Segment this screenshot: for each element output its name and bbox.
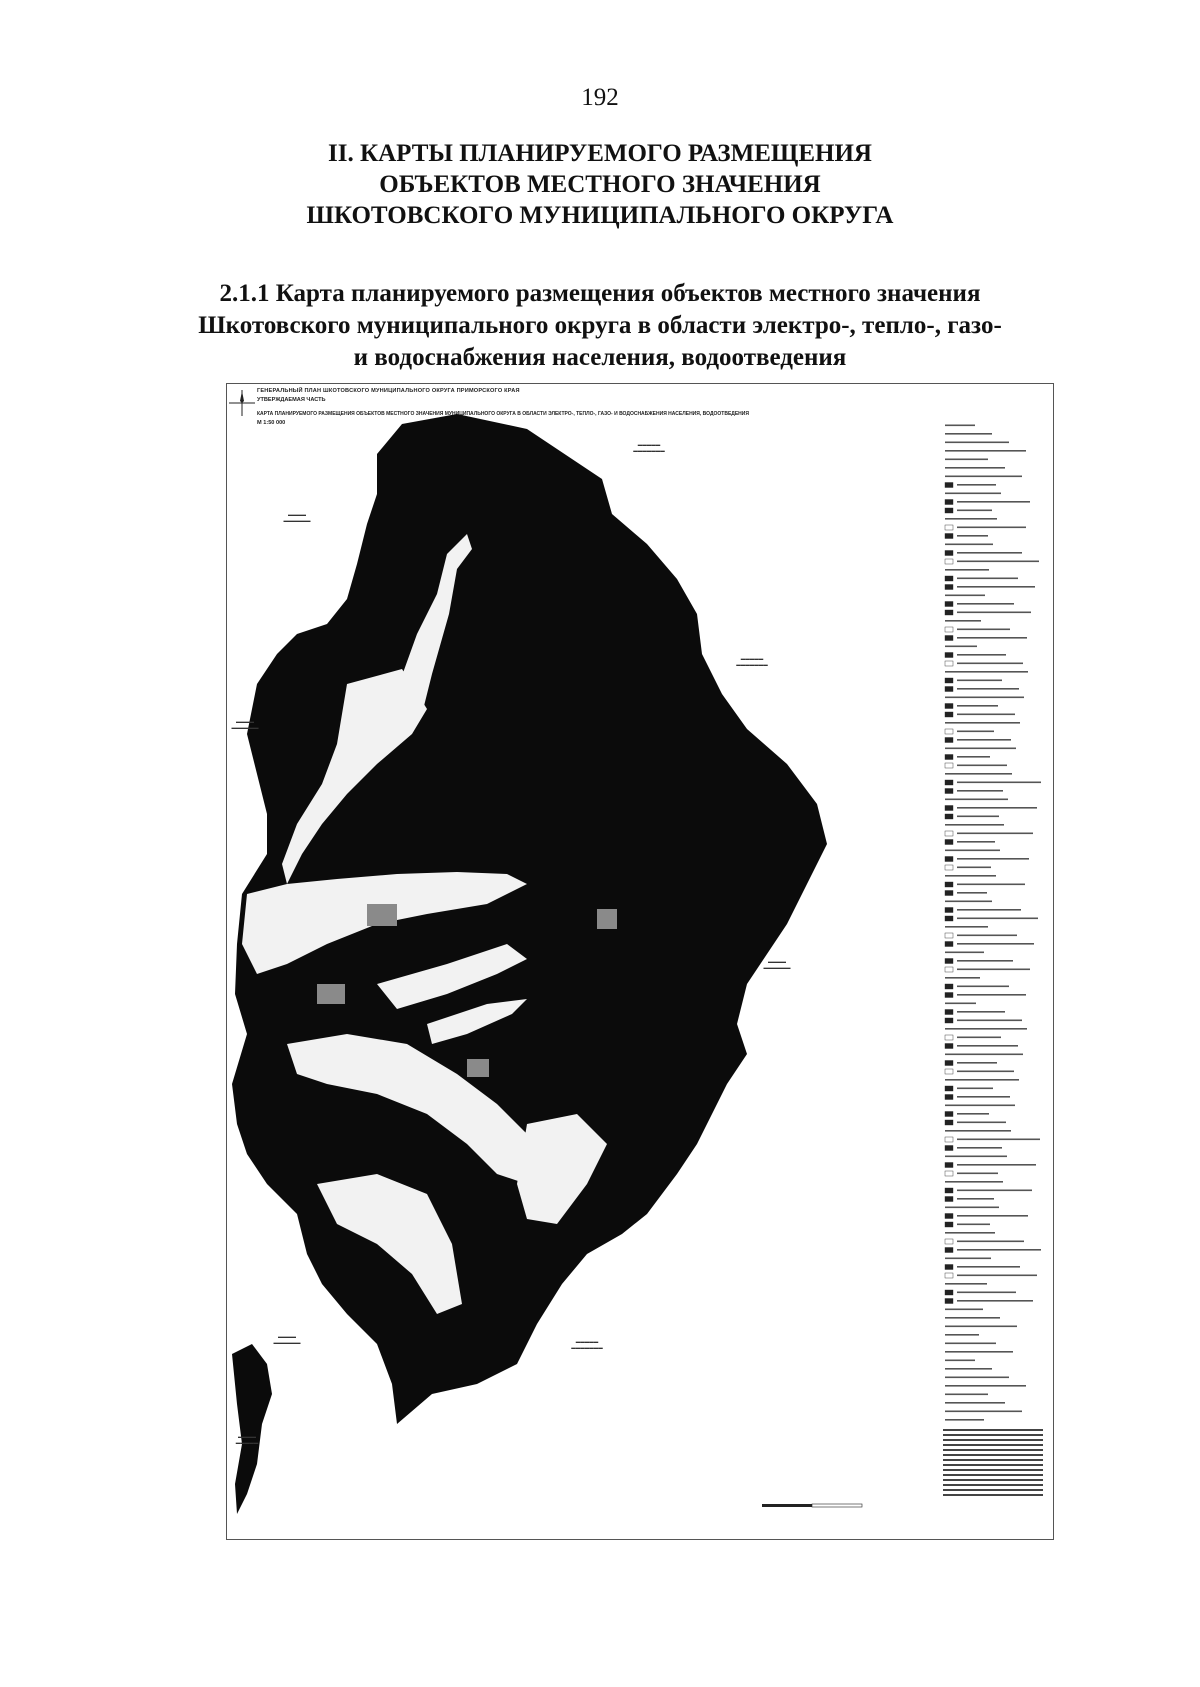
- legend-text-mark: [945, 1028, 1027, 1030]
- legend-swatch: [945, 780, 953, 785]
- legend-swatch: [945, 1239, 953, 1244]
- legend-swatch: [945, 814, 953, 819]
- legend-text-mark: [945, 425, 975, 427]
- grey-zone: [597, 909, 617, 929]
- legend-text-mark: [957, 1224, 990, 1226]
- legend-swatch: [945, 1146, 953, 1151]
- scale-bar: [812, 1504, 862, 1507]
- legend-swatch: [945, 653, 953, 658]
- legend-swatch: [945, 687, 953, 692]
- legend-text-mark: [945, 1385, 1026, 1387]
- legend-text-mark: [957, 688, 1019, 690]
- legend-text-mark: [945, 595, 985, 597]
- legend-text-mark: [945, 493, 1001, 495]
- grey-zone: [367, 904, 397, 926]
- chapter-title: [0, 138, 1200, 231]
- grey-zone: [467, 1059, 489, 1077]
- legend-text-mark: [957, 561, 1039, 563]
- legend-text-mark: [957, 527, 1026, 529]
- legend-text-mark: [945, 1283, 987, 1285]
- legend-swatch: [945, 738, 953, 743]
- legend-swatch: [945, 1163, 953, 1168]
- legend-text-mark: [957, 1122, 1006, 1124]
- legend-text-mark: [945, 1377, 1009, 1379]
- legend-text-mark: [945, 748, 1016, 750]
- legend-text-mark: [957, 1096, 1010, 1098]
- legend-swatch: [945, 610, 953, 615]
- legend-text-mark: [957, 705, 998, 707]
- legend-text-mark: [945, 1411, 1022, 1413]
- legend-text-mark: [945, 1394, 988, 1396]
- grey-zone: [317, 984, 345, 1004]
- legend-text-mark: [957, 960, 1013, 962]
- legend-swatch: [945, 712, 953, 717]
- legend-text-mark: [945, 671, 1028, 673]
- legend-swatch: [945, 891, 953, 896]
- legend-text-mark: [945, 1360, 975, 1362]
- legend-text-mark: [957, 909, 1021, 911]
- legend-text-mark: [957, 1113, 989, 1115]
- legend-text-mark: [945, 773, 1012, 775]
- legend-text-mark: [957, 1088, 993, 1090]
- legend-swatch: [945, 1299, 953, 1304]
- legend-swatch: [945, 729, 953, 734]
- legend-text-mark: [957, 1241, 1024, 1243]
- legend-text-mark: [957, 935, 1017, 937]
- legend-text-mark: [945, 824, 1004, 826]
- map-header-scale: М 1:50 000: [257, 420, 286, 426]
- legend-text-mark: [957, 739, 1011, 741]
- legend-text-mark: [945, 1343, 996, 1345]
- legend-text-mark: [957, 1037, 1001, 1039]
- legend-text-mark: [957, 1249, 1041, 1251]
- legend-text-mark: [957, 501, 1030, 503]
- legend-text-mark: [945, 1317, 1000, 1319]
- legend-text-mark: [945, 1181, 1003, 1183]
- legend-text-mark: [957, 1164, 1036, 1166]
- legend-text-mark: [957, 1020, 1022, 1022]
- legend-swatch: [945, 1044, 953, 1049]
- legend-swatch: [945, 916, 953, 921]
- legend-text-mark: [957, 1173, 998, 1175]
- legend-swatch: [945, 1095, 953, 1100]
- legend-text-mark: [945, 569, 989, 571]
- legend-text-mark: [957, 892, 987, 894]
- legend-text-mark: [945, 1130, 1011, 1132]
- legend-swatch: [945, 678, 953, 683]
- legend-text-mark: [957, 765, 1007, 767]
- legend-text-mark: [957, 578, 1018, 580]
- legend-swatch: [945, 789, 953, 794]
- legend-swatch: [945, 534, 953, 539]
- legend-swatch: [945, 1035, 953, 1040]
- legend-text-mark: [945, 1258, 991, 1260]
- legend-swatch: [945, 627, 953, 632]
- legend-text-mark: [957, 1071, 1014, 1073]
- legend-text-mark: [957, 680, 1002, 682]
- legend-swatch: [945, 882, 953, 887]
- legend-swatch: [945, 1018, 953, 1023]
- legend-swatch: [945, 1112, 953, 1117]
- legend-swatch: [945, 576, 953, 581]
- island-shape: [232, 1344, 272, 1514]
- legend-swatch: [945, 1248, 953, 1253]
- legend-swatch: [945, 1069, 953, 1074]
- legend-swatch: [945, 763, 953, 768]
- territory-map: [227, 384, 1053, 1539]
- legend-swatch: [945, 1273, 953, 1278]
- legend-notes-mark: [943, 1454, 1043, 1456]
- legend-text-mark: [945, 1003, 976, 1005]
- page-number: 192: [581, 84, 619, 111]
- section-title-line: 2.1.1 Карта планируемого размещения объектов местного значения: [219, 280, 981, 307]
- legend-text-mark: [945, 442, 1009, 444]
- legend-text-mark: [945, 459, 988, 461]
- legend-text-mark: [957, 1300, 1033, 1302]
- legend-swatch: [945, 585, 953, 590]
- legend-text-mark: [957, 1147, 1002, 1149]
- legend-text-mark: [945, 1232, 995, 1234]
- legend-text-mark: [945, 518, 997, 520]
- legend-swatch: [945, 1290, 953, 1295]
- legend-text-mark: [945, 1334, 979, 1336]
- legend-text-mark: [945, 977, 980, 979]
- legend-swatch: [945, 551, 953, 556]
- legend-swatch: [945, 857, 953, 862]
- legend-text-mark: [957, 663, 1023, 665]
- legend-text-mark: [945, 901, 992, 903]
- legend-swatch: [945, 865, 953, 870]
- legend-text-mark: [957, 816, 999, 818]
- legend-text-mark: [957, 484, 996, 486]
- legend-text-mark: [957, 731, 994, 733]
- legend-notes-mark: [943, 1484, 1043, 1486]
- legend-swatch: [945, 984, 953, 989]
- legend-text-mark: [957, 714, 1015, 716]
- map-header-title: ГЕНЕРАЛЬНЫЙ ПЛАН ШКОТОВСКОГО МУНИЦИПАЛЬНОГО ОКРУГА ПРИМОРСКОГО КРАЯ: [257, 388, 520, 394]
- legend-text-mark: [957, 782, 1041, 784]
- legend-text-mark: [945, 467, 1005, 469]
- legend-notes-mark: [943, 1449, 1043, 1451]
- legend-text-mark: [957, 918, 1038, 920]
- legend-text-mark: [945, 1207, 999, 1209]
- section-title-line: и водоснабжения населения, водоотведения: [353, 344, 847, 371]
- legend-text-mark: [945, 1368, 992, 1370]
- legend-notes-mark: [943, 1429, 1043, 1431]
- legend-text-mark: [957, 552, 1022, 554]
- legend-swatch: [945, 1222, 953, 1227]
- legend-text-mark: [957, 510, 992, 512]
- legend-notes-mark: [943, 1494, 1043, 1496]
- legend-notes-mark: [943, 1489, 1043, 1491]
- legend-swatch: [945, 993, 953, 998]
- legend-text-mark: [957, 1215, 1028, 1217]
- legend-swatch: [945, 661, 953, 666]
- legend-notes-mark: [943, 1459, 1043, 1461]
- legend-text-mark: [945, 1326, 1017, 1328]
- map-header-map-name: КАРТА ПЛАНИРУЕМОГО РАЗМЕЩЕНИЯ ОБЪЕКТОВ МЕСТНОГО ЗНАЧЕНИЯ МУНИЦИПАЛЬНОГО ОКРУГА В ОБЛАСТИ ЭЛЕКТРО-, ТЕПЛО-, ГАЗО- И ВОДОСНАБЖЕНИЯ НАСЕЛЕНИЯ, ВОДООТВЕДЕНИЯ: [257, 411, 749, 417]
- legend-swatch: [945, 933, 953, 938]
- legend-swatch: [945, 1120, 953, 1125]
- legend-swatch: [945, 806, 953, 811]
- legend-text-mark: [957, 790, 1003, 792]
- legend-swatch: [945, 959, 953, 964]
- legend-swatch: [945, 1137, 953, 1142]
- neighbor-label-mark: ▬▬▬▬ ▬▬▬▬▬: [235, 1434, 259, 1445]
- legend-swatch: [945, 1010, 953, 1015]
- section-title-line: Шкотовского муниципального округа в области электро-, тепло-, газо-: [198, 312, 1002, 339]
- legend-text-mark: [957, 535, 988, 537]
- legend-text-mark: [957, 603, 1014, 605]
- legend-text-mark: [957, 1292, 1016, 1294]
- neighbor-label-mark: ▬▬▬▬▬ ▬▬▬▬▬▬▬: [571, 1339, 603, 1350]
- legend-text-mark: [945, 620, 981, 622]
- legend-text-mark: [957, 654, 1006, 656]
- legend-text-mark: [957, 1045, 1018, 1047]
- map-header-subtitle: УТВЕРЖДАЕМАЯ ЧАСТЬ: [257, 397, 326, 403]
- legend-swatch: [945, 1265, 953, 1270]
- legend-text-mark: [957, 884, 1025, 886]
- legend-text-mark: [957, 586, 1035, 588]
- legend-text-mark: [945, 544, 993, 546]
- legend-swatch: [945, 1197, 953, 1202]
- legend-swatch: [945, 1086, 953, 1091]
- legend-swatch: [945, 1171, 953, 1176]
- legend-text-mark: [945, 476, 1022, 478]
- scale-bar: [762, 1504, 812, 1507]
- neighbor-label-mark: ▬▬▬▬▬ ▬▬▬▬▬▬▬: [736, 656, 768, 667]
- legend-text-mark: [945, 450, 1026, 452]
- legend-text-mark: [957, 1062, 997, 1064]
- legend-notes-mark: [943, 1434, 1043, 1436]
- legend-text-mark: [957, 1275, 1037, 1277]
- legend-swatch: [945, 942, 953, 947]
- legend-swatch: [945, 525, 953, 530]
- map-figure: [226, 383, 1054, 1540]
- legend-text-mark: [945, 1054, 1023, 1056]
- legend-text-mark: [957, 807, 1037, 809]
- neighbor-label-mark: ▬▬▬▬ ▬▬▬▬▬▬: [763, 959, 791, 970]
- legend-swatch: [945, 483, 953, 488]
- neighbor-label-mark: ▬▬▬▬▬ ▬▬▬▬▬▬▬: [633, 442, 665, 453]
- legend-text-mark: [957, 943, 1034, 945]
- legend-swatch: [945, 508, 953, 513]
- legend-swatch: [945, 636, 953, 641]
- neighbor-label-mark: ▬▬▬▬ ▬▬▬▬▬▬: [231, 719, 259, 730]
- legend-text-mark: [945, 1079, 1019, 1081]
- legend-notes-mark: [943, 1469, 1043, 1471]
- legend-text-mark: [957, 867, 991, 869]
- legend-swatch: [945, 967, 953, 972]
- legend-swatch: [945, 559, 953, 564]
- legend-swatch: [945, 755, 953, 760]
- legend-text-mark: [945, 1351, 1013, 1353]
- legend-text-mark: [957, 986, 1009, 988]
- legend-notes-mark: [943, 1444, 1043, 1446]
- legend-text-mark: [957, 1198, 994, 1200]
- legend-text-mark: [945, 1402, 1005, 1404]
- legend-notes-mark: [943, 1479, 1043, 1481]
- legend-text-mark: [945, 926, 988, 928]
- legend-text-mark: [957, 756, 990, 758]
- legend-swatch: [945, 1188, 953, 1193]
- map-legend: [941, 419, 1049, 1534]
- legend-text-mark: [957, 1139, 1040, 1141]
- legend-text-mark: [945, 722, 1020, 724]
- legend-text-mark: [945, 850, 1000, 852]
- legend-swatch: [945, 840, 953, 845]
- legend-text-mark: [945, 952, 984, 954]
- legend-swatch: [945, 1061, 953, 1066]
- chapter-title-line: ШКОТОВСКОГО МУНИЦИПАЛЬНОГО ОКРУГА: [306, 202, 894, 229]
- legend-text-mark: [957, 1011, 1005, 1013]
- legend-text-mark: [945, 875, 996, 877]
- legend-swatch: [945, 500, 953, 505]
- legend-notes-mark: [943, 1439, 1043, 1441]
- legend-text-mark: [957, 637, 1027, 639]
- legend-text-mark: [957, 994, 1026, 996]
- legend-text-mark: [945, 1309, 983, 1311]
- section-title: [0, 278, 1200, 374]
- chapter-title-line: II. КАРТЫ ПЛАНИРУЕМОГО РАЗМЕЩЕНИЯ: [328, 140, 872, 167]
- legend-notes-mark: [943, 1474, 1043, 1476]
- legend-swatch: [945, 704, 953, 709]
- legend-text-mark: [957, 833, 1033, 835]
- neighbor-label-mark: ▬▬▬▬ ▬▬▬▬▬▬: [283, 512, 311, 523]
- legend-text-mark: [957, 1190, 1032, 1192]
- legend-text-mark: [945, 433, 992, 435]
- legend-text-mark: [945, 1105, 1015, 1107]
- legend-swatch: [945, 908, 953, 913]
- legend-text-mark: [945, 697, 1024, 699]
- legend-swatch: [945, 1214, 953, 1219]
- legend-text-mark: [945, 1419, 984, 1421]
- legend-text-mark: [957, 1266, 1020, 1268]
- legend-swatch: [945, 602, 953, 607]
- legend-text-mark: [945, 646, 977, 648]
- legend-text-mark: [957, 629, 1010, 631]
- legend-text-mark: [957, 612, 1031, 614]
- legend-swatch: [945, 831, 953, 836]
- legend-text-mark: [945, 1156, 1007, 1158]
- legend-text-mark: [957, 858, 1029, 860]
- legend-text-mark: [945, 799, 1008, 801]
- legend-notes-mark: [943, 1464, 1043, 1466]
- legend-text-mark: [957, 841, 995, 843]
- neighbor-label-mark: ▬▬▬▬ ▬▬▬▬▬▬: [273, 1334, 301, 1345]
- legend-text-mark: [957, 969, 1030, 971]
- chapter-title-line: ОБЪЕКТОВ МЕСТНОГО ЗНАЧЕНИЯ: [379, 171, 821, 198]
